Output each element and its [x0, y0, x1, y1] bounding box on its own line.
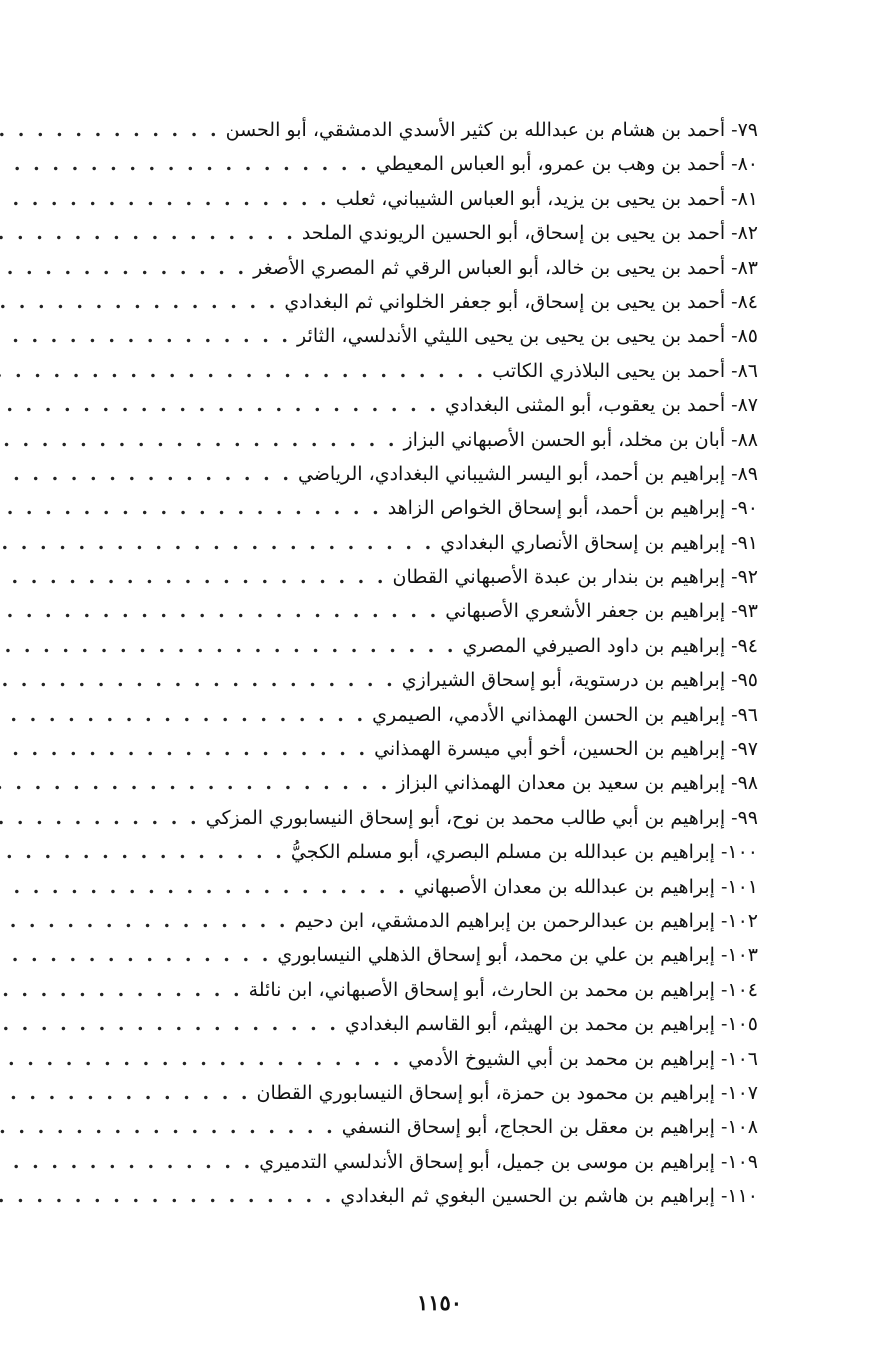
dot-leader	[0, 801, 206, 835]
toc-entry	[40, 181, 758, 215]
toc-entry	[40, 525, 758, 559]
dot-leader	[0, 1110, 342, 1144]
toc-entry	[40, 1109, 758, 1143]
toc-entry	[40, 697, 758, 731]
entry-title: ٩٢- إبراهيم بن بندار بن عبدة الأصبهاني القطان	[392, 566, 758, 589]
entry-title: ٩٧- إبراهيم بن الحسين، أخو أبي ميسرة الهمذاني	[374, 738, 758, 761]
dot-leader	[0, 457, 298, 491]
entry-title: ٨٠- أحمد بن وهب بن عمرو، أبو العباس المعيطي	[375, 153, 758, 176]
entry-title: ٨٥- أحمد بن يحيى بن يحيى بن يحيى الليثي الأندلسي، الثائر	[297, 325, 758, 348]
toc-entry	[40, 628, 758, 662]
toc-entry	[40, 903, 758, 937]
dot-leader	[0, 938, 277, 972]
dot-leader	[0, 698, 372, 732]
dot-leader	[0, 251, 253, 285]
toc-entry	[40, 1006, 758, 1040]
dot-leader	[0, 526, 440, 560]
toc-entry	[40, 353, 758, 387]
toc-entry	[40, 490, 758, 524]
dot-leader	[0, 423, 403, 457]
toc-entry	[40, 662, 758, 696]
toc-entry	[40, 284, 758, 318]
toc-entry	[40, 559, 758, 593]
entry-title: ٨٤- أحمد بن يحيى بن إسحاق، أبو جعفر الخلواني ثم البغدادي	[284, 290, 758, 313]
toc-entry	[40, 869, 758, 903]
toc-entry	[40, 422, 758, 456]
dot-leader	[0, 835, 291, 869]
entry-title: ٨٧- أحمد بن يعقوب، أبو المثنى البغدادي	[444, 394, 758, 417]
dot-leader	[0, 285, 284, 319]
dot-leader	[0, 560, 393, 594]
entry-title: ١٠٦- إبراهيم بن محمد بن أبي الشيوخ الأدمي	[408, 1047, 758, 1070]
entry-title: ١٠٥- إبراهيم بن محمد بن الهيثم، أبو القاسم البغدادي	[344, 1013, 758, 1036]
toc-entry	[40, 731, 758, 765]
entry-title: ٩٩- إبراهيم بن أبي طالب محمد بن نوح، أبو إسحاق النيسابوري المزكي	[205, 806, 758, 829]
entry-title: ٩٦- إبراهيم بن الحسن الهمذاني الأدمي، الصيمري	[372, 703, 758, 726]
dot-leader	[0, 732, 374, 766]
toc-entry	[40, 1041, 758, 1075]
dot-leader	[0, 216, 302, 250]
entry-title: ١٠٧- إبراهيم بن محمود بن حمزة، أبو إسحاق النيسابوري القطان	[256, 1081, 758, 1104]
entry-title: ٩٨- إبراهيم بن سعيد بن معدان الهمذاني البزاز	[396, 772, 758, 795]
page-number-footer: ١١٥٠	[416, 1290, 463, 1315]
entry-title: ٧٩- أحمد بن هشام بن عبدالله بن كثير الأسدي الدمشقي، أبو الحسن	[225, 119, 758, 141]
dot-leader	[0, 629, 463, 663]
entry-title: ١٠٠- إبراهيم بن عبدالله بن مسلم البصري، أبو مسلم الكجيُّ	[290, 841, 758, 864]
entry-title: ١٠٩- إبراهيم بن موسى بن جميل، أبو إسحاق الأندلسي التدميري	[259, 1150, 758, 1173]
toc-entry	[40, 972, 758, 1006]
toc-entry	[40, 1178, 758, 1212]
dot-leader	[0, 1145, 259, 1179]
dot-leader	[0, 766, 396, 800]
dot-leader	[0, 870, 414, 904]
dot-leader	[0, 594, 445, 628]
entry-title: ٩٠- إبراهيم بن أحمد، أبو إسحاق الخواص الزاهد	[387, 497, 758, 520]
toc-entry	[40, 937, 758, 971]
dot-leader	[0, 319, 297, 353]
toc-entry	[40, 765, 758, 799]
toc-entry	[40, 834, 758, 868]
dot-leader	[0, 354, 492, 388]
entry-title: ٨٨- أبان بن مخلد، أبو الحسن الأصبهاني البزاز	[403, 428, 758, 451]
entry-title: ٨٢- أحمد بن يحيى بن إسحاق، أبو الحسين الريوندي الملحد	[301, 222, 758, 245]
toc-entry	[40, 593, 758, 627]
dot-leader	[0, 491, 388, 525]
dot-leader	[0, 113, 226, 147]
entry-title: ٩١- إبراهيم بن إسحاق الأنصاري البغدادي	[440, 531, 758, 554]
toc-entry	[40, 1075, 758, 1109]
dot-leader	[0, 904, 295, 938]
entry-title: ٨٩- إبراهيم بن أحمد، أبو اليسر الشيباني البغدادي، الرياضي	[297, 462, 758, 485]
entry-title: ١٠٤- إبراهيم بن محمد بن الحارث، أبو إسحاق الأصبهاني، ابن نائلة	[248, 978, 758, 1001]
dot-leader	[0, 1007, 345, 1041]
entry-title: ١٠٨- إبراهيم بن معقل بن الحجاج، أبو إسحاق النسفي	[341, 1116, 758, 1139]
toc-entry	[40, 146, 758, 180]
entry-title: ٨١- أحمد بن يحيى بن يزيد، أبو العباس الشيباني، ثعلب	[335, 187, 758, 210]
dot-leader	[0, 973, 249, 1007]
toc-entry	[40, 250, 758, 284]
toc-entry	[40, 112, 758, 146]
entry-title: ٨٣- أحمد بن يحيى بن خالد، أبو العباس الرقي ثم المصري الأصغر	[253, 256, 758, 279]
entry-title: ٩٥- إبراهيم بن درستوية، أبو إسحاق الشيرازي	[401, 669, 758, 692]
table-of-contents	[40, 112, 758, 1213]
dot-leader	[0, 1042, 408, 1076]
entry-title: ١٠٣- إبراهيم بن علي بن محمد، أبو إسحاق الذهلي النيسابوري	[277, 944, 758, 967]
entry-title: ٩٣- إبراهيم بن جعفر الأشعري الأصبهاني	[445, 600, 758, 623]
dot-leader	[0, 1179, 340, 1213]
entry-title: ١١٠- إبراهيم بن هاشم بن الحسين البغوي ثم البغدادي	[340, 1185, 758, 1208]
dot-leader	[0, 663, 402, 697]
dot-leader	[0, 182, 336, 216]
toc-entry	[40, 215, 758, 249]
entry-title: ١٠١- إبراهيم بن عبدالله بن معدان الأصبهاني	[413, 875, 758, 898]
dot-leader	[0, 1076, 257, 1110]
entry-title: ٨٦- أحمد بن يحيى البلاذري الكاتب	[492, 359, 758, 382]
toc-entry	[40, 456, 758, 490]
entry-title: ٩٤- إبراهيم بن داود الصيرفي المصري	[462, 634, 758, 657]
toc-entry	[40, 800, 758, 834]
entry-title: ١٠٢- إبراهيم بن عبدالرحمن بن إبراهيم الدمشقي، ابن دحيم	[294, 909, 758, 932]
dot-leader	[0, 388, 445, 422]
dot-leader	[0, 147, 376, 181]
toc-entry	[40, 1144, 758, 1178]
toc-entry	[40, 318, 758, 352]
toc-entry	[40, 387, 758, 421]
